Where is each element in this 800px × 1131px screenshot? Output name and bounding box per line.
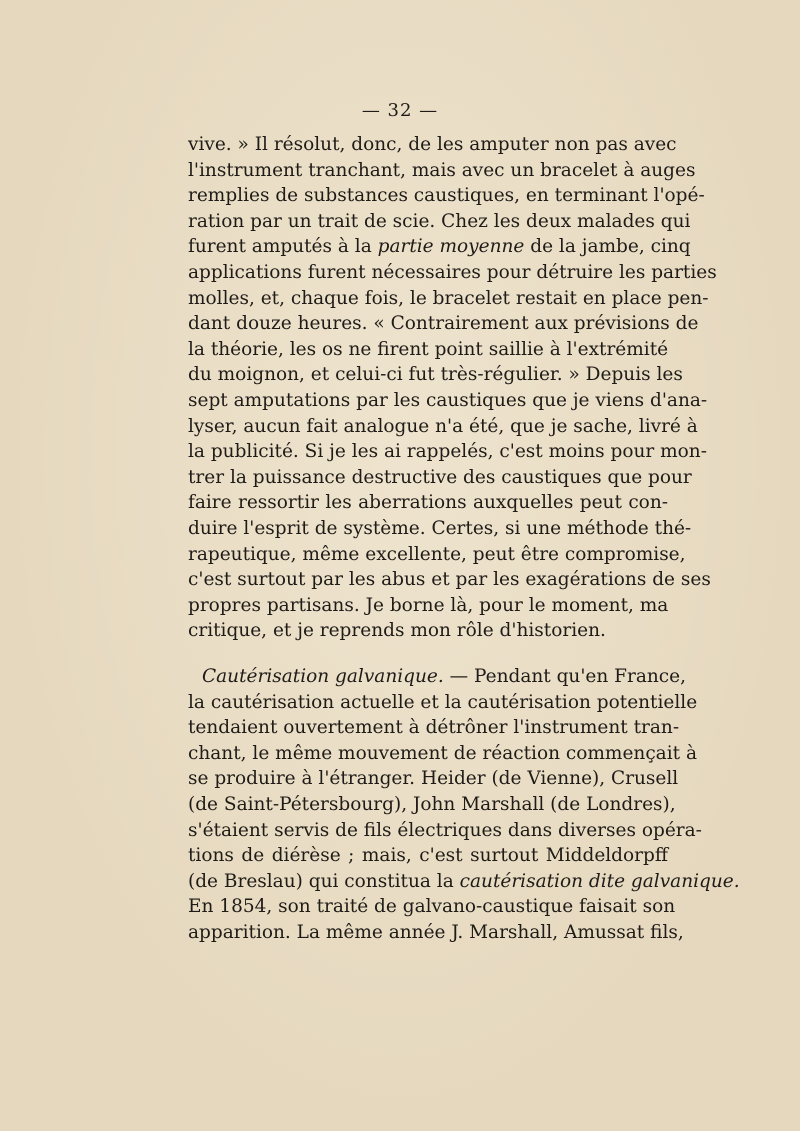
paragraph-galvanic-cauterization	[188, 664, 740, 946]
text-line: En 1854, son traité de galvano-caustique faisait son	[188, 896, 676, 918]
text-line: l'instrument tranchant, mais avec un bracelet à auges	[188, 159, 696, 181]
paragraph-amputation	[188, 132, 717, 644]
text-line: du moignon, et celui-ci fut très-régulier. » Depuis les	[188, 364, 683, 386]
text-line: la publicité. Si je les ai rappelés, c'est moins pour mon-	[188, 441, 707, 463]
text-line: propres partisans. Je borne là, pour le moment, ma	[188, 594, 669, 616]
text-line: lyser, aucun fait analogue n'a été, que je sache, livré à	[188, 415, 698, 437]
text-line: duire l'esprit de système. Certes, si une méthode thé-	[188, 517, 692, 539]
text-line: tendaient ouvertement à détrôner l'instrument tran-	[188, 717, 680, 739]
text-line: applications furent nécessaires pour détruire les parties	[188, 261, 717, 283]
text-line: la cautérisation actuelle et la cautérisation potentielle	[188, 691, 698, 713]
text-line: tions de diérèse ; mais, c'est surtout Middeldorpff	[188, 845, 668, 867]
text-line: sept amputations par les caustiques que je viens d'ana-	[188, 389, 708, 411]
text-line: la théorie, les os ne firent point saillie à l'extrémité	[188, 338, 669, 360]
text-line: remplies de substances caustiques, en terminant l'opé-	[188, 185, 705, 207]
page-number: — 32 —	[361, 100, 439, 121]
text-line: (de Saint-Pétersbourg), John Marshall (de Londres),	[188, 793, 676, 815]
text-line: faire ressortir les aberrations auxquelles peut con-	[188, 492, 668, 514]
text-line: Cautérisation galvanique. — Pendant qu'en France,	[202, 666, 686, 687]
text-line: s'étaient servis de fils électriques dans diverses opéra-	[188, 819, 702, 841]
text-line: critique, et je reprends mon rôle d'historien.	[188, 620, 606, 642]
text-line: ration par un trait de scie. Chez les deux malades qui	[188, 210, 691, 232]
text-line: vive. » Il résolut, donc, de les amputer non pas avec	[188, 134, 677, 155]
text-line: chant, le même mouvement de réaction commençait à	[188, 742, 697, 764]
text-line: trer la puissance destructive des caustiques que pour	[188, 466, 692, 488]
text-line: apparition. La même année J. Marshall, Amussat fils,	[188, 921, 684, 943]
text-line: molles, et, chaque fois, le bracelet restait en place pen-	[188, 287, 709, 309]
text-line: c'est surtout par les abus et par les exagérations de ses	[188, 569, 711, 591]
text-line: furent amputés à la partie moyenne de la jambe, cinq	[188, 236, 691, 258]
text-line: rapeutique, même excellente, peut être compromise,	[188, 543, 686, 565]
text-line: (de Breslau) qui constitua la cautérisation dite galvanique.	[188, 870, 740, 892]
text-line: se produire à l'étranger. Heider (de Vienne), Crusell	[188, 768, 679, 790]
text-line: dant douze heures. « Contrairement aux prévisions de	[188, 313, 699, 335]
